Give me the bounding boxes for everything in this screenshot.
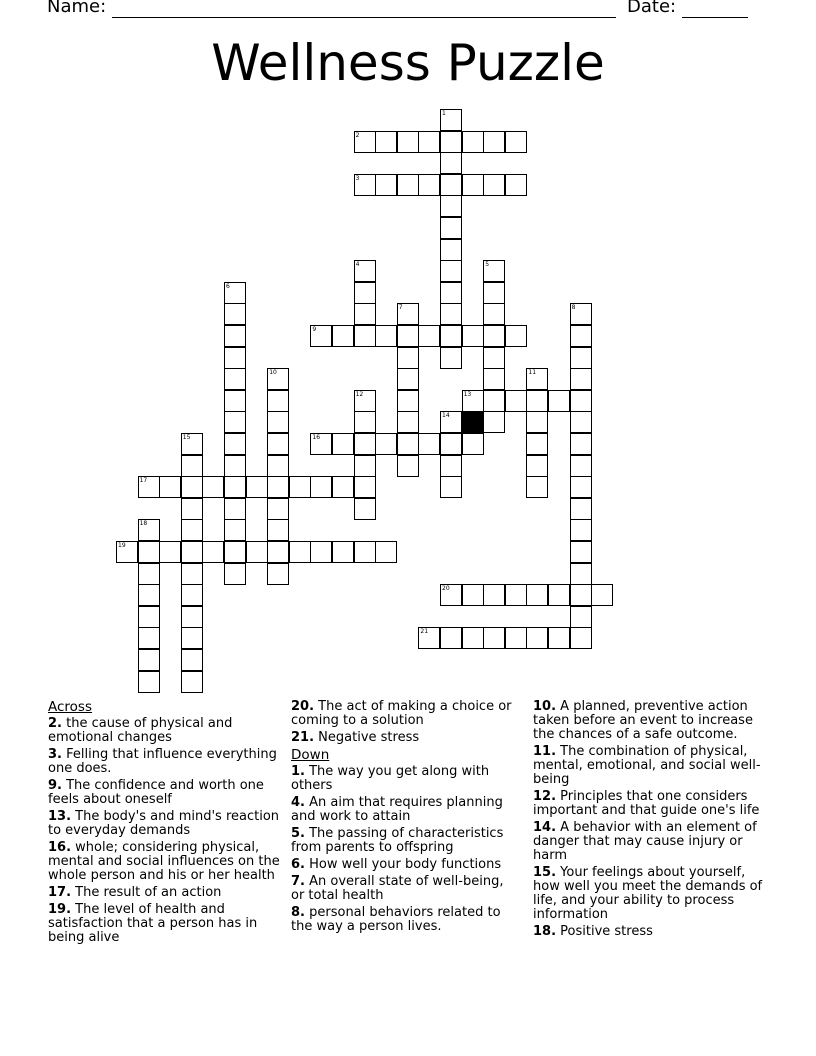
grid-cell[interactable] — [526, 627, 548, 649]
grid-cell[interactable] — [526, 390, 548, 412]
across-clue-list-continued — [291, 700, 517, 745]
grid-cell[interactable] — [440, 303, 462, 325]
down-clue — [533, 925, 763, 939]
clue-text: The level of health and satisfaction that a person has in being alive — [48, 902, 258, 945]
grid-cell[interactable] — [224, 519, 246, 541]
clue-number-label: 11. — [533, 744, 557, 759]
grid-cell[interactable] — [397, 131, 419, 153]
grid-cell[interactable] — [526, 584, 548, 606]
grid-cell[interactable] — [548, 390, 570, 412]
clue-text: A planned, preventive action taken before an event to increase the chances of a safe outcome. — [533, 699, 753, 742]
grid-cell[interactable] — [440, 627, 462, 649]
grid-cell[interactable] — [181, 671, 203, 693]
across-clue — [48, 841, 280, 883]
grid-cell[interactable] — [397, 390, 419, 412]
grid-cell[interactable] — [375, 174, 397, 196]
grid-cell[interactable] — [138, 476, 160, 498]
grid-cell[interactable] — [526, 368, 548, 390]
grid-cell[interactable] — [548, 584, 570, 606]
grid-cell[interactable] — [440, 109, 462, 131]
grid-cell[interactable] — [570, 563, 592, 585]
grid-cell[interactable] — [181, 498, 203, 520]
grid-cell[interactable] — [354, 476, 376, 498]
grid-cell[interactable] — [397, 368, 419, 390]
grid-cell[interactable] — [397, 347, 419, 369]
grid-cell[interactable] — [138, 519, 160, 541]
grid-cell[interactable] — [483, 411, 505, 433]
clue-text: The result of an action — [71, 885, 222, 900]
grid-cell[interactable] — [332, 476, 354, 498]
grid-cell[interactable] — [181, 649, 203, 671]
grid-cell[interactable] — [116, 541, 138, 563]
grid-cell[interactable] — [224, 433, 246, 455]
grid-cell[interactable] — [354, 411, 376, 433]
clue-text: Your feelings about yourself, how well you meet the demands of life, and your ability to process information — [533, 865, 763, 922]
grid-cell[interactable] — [570, 455, 592, 477]
grid-cell[interactable] — [138, 627, 160, 649]
grid-cell[interactable] — [267, 498, 289, 520]
clue-number-label: 10. — [533, 699, 557, 714]
clue-text: How well your body functions — [304, 857, 502, 872]
grid-cell[interactable] — [289, 541, 311, 563]
grid-cell[interactable] — [483, 347, 505, 369]
date-label: Date: — [627, 0, 677, 17]
grid-cell[interactable] — [483, 368, 505, 390]
down-clue — [533, 821, 763, 863]
grid-cell[interactable] — [418, 174, 440, 196]
clue-number: 2 — [355, 131, 360, 139]
grid-cell[interactable] — [181, 455, 203, 477]
grid-cell[interactable] — [440, 282, 462, 304]
grid-cell[interactable] — [289, 476, 311, 498]
grid-cell[interactable] — [224, 390, 246, 412]
grid-cell[interactable] — [138, 671, 160, 693]
grid-cell[interactable] — [224, 498, 246, 520]
grid-cell[interactable] — [526, 411, 548, 433]
grid-cell[interactable] — [591, 584, 613, 606]
grid-cell[interactable] — [310, 433, 332, 455]
clue-number: 8 — [571, 304, 576, 312]
grid-cell[interactable] — [570, 433, 592, 455]
grid-cell[interactable] — [375, 325, 397, 347]
clue-number: 11 — [528, 369, 537, 377]
grid-cell[interactable] — [310, 325, 332, 347]
clue-text: The act of making a choice or coming to a solution — [291, 699, 512, 728]
grid-cell[interactable] — [570, 411, 592, 433]
clue-text: Negative stress — [314, 730, 420, 745]
grid-cell[interactable] — [267, 541, 289, 563]
grid-cell[interactable] — [526, 433, 548, 455]
grid-cell[interactable] — [332, 541, 354, 563]
grid-cell[interactable] — [440, 239, 462, 261]
clue-number-label: 8. — [291, 905, 305, 920]
grid-cell[interactable] — [224, 411, 246, 433]
grid-cell[interactable] — [483, 584, 505, 606]
clue-number-label: 13. — [48, 809, 72, 824]
clue-column-3 — [533, 700, 763, 942]
grid-cell[interactable] — [138, 584, 160, 606]
clue-text: personal behaviors related to the way a person lives. — [291, 905, 501, 934]
grid-cell[interactable] — [181, 519, 203, 541]
grid-cell[interactable] — [354, 541, 376, 563]
grid-cell[interactable] — [375, 131, 397, 153]
grid-cell[interactable] — [267, 563, 289, 585]
clue-number: 13 — [463, 390, 472, 398]
clue-number-label: 7. — [291, 874, 305, 889]
grid-cell[interactable] — [267, 455, 289, 477]
grid-cell[interactable] — [440, 152, 462, 174]
grid-cell[interactable] — [224, 303, 246, 325]
clue-text: the cause of physical and emotional changes — [48, 716, 233, 745]
grid-cell[interactable] — [224, 347, 246, 369]
down-clue — [291, 765, 517, 793]
clue-number-label: 21. — [291, 730, 315, 745]
grid-cell[interactable] — [267, 433, 289, 455]
grid-cell[interactable] — [138, 541, 160, 563]
grid-cell[interactable] — [354, 303, 376, 325]
grid-cell[interactable] — [505, 627, 527, 649]
clue-number: 16 — [312, 434, 321, 441]
grid-cell[interactable] — [310, 541, 332, 563]
grid-cell[interactable] — [570, 325, 592, 347]
grid-cell[interactable] — [354, 433, 376, 455]
grid-cell[interactable] — [332, 325, 354, 347]
grid-cell[interactable] — [440, 584, 462, 606]
down-clue — [533, 790, 763, 818]
grid-cell[interactable] — [354, 390, 376, 412]
across-clue-list — [48, 717, 280, 945]
across-clue — [48, 903, 280, 945]
grid-cell[interactable] — [418, 325, 440, 347]
clue-number-label: 12. — [533, 789, 557, 804]
grid-cell[interactable] — [462, 433, 484, 455]
grid-cell[interactable] — [181, 433, 203, 455]
down-clue-list-continued — [533, 700, 763, 939]
grid-cell[interactable] — [181, 563, 203, 585]
grid-cell[interactable] — [224, 368, 246, 390]
down-clue — [291, 875, 517, 903]
down-clue — [533, 866, 763, 922]
clue-number: 20 — [442, 585, 450, 593]
grid-cell[interactable] — [570, 476, 592, 498]
grid-cell[interactable] — [138, 606, 160, 628]
clue-number-label: 6. — [291, 857, 305, 872]
grid-cell[interactable] — [440, 433, 462, 455]
grid-cell[interactable] — [375, 541, 397, 563]
grid-cell[interactable] — [310, 476, 332, 498]
grid-cell[interactable] — [397, 433, 419, 455]
grid-cell[interactable] — [462, 325, 484, 347]
grid-cell[interactable] — [354, 455, 376, 477]
clue-column-2 — [291, 700, 517, 937]
grid-cell[interactable] — [505, 325, 527, 347]
grid-cell[interactable] — [181, 584, 203, 606]
grid-cell[interactable] — [181, 627, 203, 649]
grid-cell[interactable] — [224, 455, 246, 477]
grid-cell[interactable] — [354, 282, 376, 304]
clue-text: whole; considering physical, mental and social influences on the whole person and his or her health — [48, 840, 280, 883]
grid-cell[interactable] — [375, 433, 397, 455]
down-clue — [291, 827, 517, 855]
grid-cell[interactable] — [397, 325, 419, 347]
clue-number: 9 — [312, 326, 317, 333]
clue-number: 4 — [355, 261, 360, 269]
clue-number: 7 — [398, 304, 403, 312]
grid-cell[interactable] — [418, 627, 440, 649]
grid-cell[interactable] — [332, 433, 354, 455]
clue-number-label: 20. — [291, 699, 315, 714]
grid-cell[interactable] — [570, 627, 592, 649]
clue-text: The combination of physical, mental, emotional, and social well-being — [533, 744, 761, 787]
grid-cell[interactable] — [483, 325, 505, 347]
grid-cell[interactable] — [138, 649, 160, 671]
grid-cell[interactable] — [505, 174, 527, 196]
grid-cell[interactable] — [397, 455, 419, 477]
clue-number: 1 — [442, 110, 446, 117]
grid-cell[interactable] — [462, 627, 484, 649]
across-clue — [291, 700, 517, 728]
grid-cell[interactable] — [570, 347, 592, 369]
clue-text: The passing of characteristics from parents to offspring — [291, 826, 504, 855]
grid-cell[interactable] — [570, 303, 592, 325]
grid-cell[interactable] — [267, 476, 289, 498]
clue-number-label: 17. — [48, 885, 72, 900]
grid-cell[interactable] — [440, 325, 462, 347]
clue-number: 12 — [355, 390, 364, 398]
clue-number: 15 — [182, 434, 191, 441]
grid-cell[interactable] — [418, 433, 440, 455]
down-heading: Down — [291, 747, 330, 763]
grid-cell[interactable] — [267, 390, 289, 412]
grid-cell[interactable] — [570, 519, 592, 541]
grid-cell[interactable] — [548, 627, 570, 649]
grid-cell[interactable] — [440, 195, 462, 217]
grid-cell[interactable] — [462, 584, 484, 606]
grid-cell[interactable] — [570, 584, 592, 606]
grid-cell[interactable] — [246, 541, 268, 563]
grid-cell[interactable] — [505, 390, 527, 412]
grid-cell[interactable] — [397, 303, 419, 325]
grid-cell[interactable] — [224, 563, 246, 585]
grid-cell[interactable] — [570, 390, 592, 412]
clue-number: 19 — [118, 542, 126, 549]
grid-cell[interactable] — [246, 476, 268, 498]
grid-cell[interactable] — [397, 174, 419, 196]
across-clue — [291, 731, 517, 745]
clue-number: 5 — [485, 261, 490, 269]
clue-number: 10 — [269, 369, 277, 377]
clue-text: Positive stress — [556, 924, 653, 939]
grid-cell[interactable] — [483, 282, 505, 304]
clue-column-1 — [48, 700, 280, 948]
clue-number: 14 — [442, 412, 450, 420]
grid-cell[interactable] — [462, 131, 484, 153]
clue-number-label: 4. — [291, 795, 305, 810]
clue-text: An overall state of well-being, or total health — [291, 874, 504, 903]
grid-cell[interactable] — [354, 325, 376, 347]
grid-cell[interactable] — [462, 390, 484, 412]
grid-cell[interactable] — [462, 174, 484, 196]
grid-cell[interactable] — [483, 260, 505, 282]
clue-number: 21 — [420, 628, 429, 636]
grid-cell[interactable] — [440, 174, 462, 196]
clue-text: Principles that one considers important and that guide one's life — [533, 789, 760, 818]
clue-text: Felling that influence everything one does. — [48, 747, 277, 776]
grid-cell[interactable] — [354, 174, 376, 196]
grid-cell[interactable] — [224, 325, 246, 347]
grid-cell[interactable] — [570, 606, 592, 628]
grid-cell[interactable] — [418, 131, 440, 153]
down-clue — [291, 858, 517, 872]
grid-cell[interactable] — [354, 498, 376, 520]
across-clue — [48, 779, 280, 807]
grid-cell[interactable] — [202, 541, 224, 563]
clue-number-label: 14. — [533, 820, 557, 835]
across-clue — [48, 810, 280, 838]
grid-cell[interactable] — [570, 498, 592, 520]
grid-cell[interactable] — [354, 260, 376, 282]
clue-text: The body's and mind's reaction to everyday demands — [48, 809, 280, 838]
grid-cell[interactable] — [526, 476, 548, 498]
down-clue — [291, 796, 517, 824]
clue-number: 17 — [139, 477, 148, 485]
clue-number-label: 16. — [48, 840, 72, 855]
grid-cell[interactable] — [267, 368, 289, 390]
across-clue — [48, 748, 280, 776]
grid-cell[interactable] — [138, 563, 160, 585]
clue-number: 3 — [355, 174, 360, 182]
grid-cell[interactable] — [440, 455, 462, 477]
clue-number-label: 19. — [48, 902, 72, 917]
grid-cell[interactable] — [440, 411, 462, 433]
clue-number: 18 — [139, 520, 148, 528]
clue-text: The confidence and worth one feels about oneself — [48, 778, 264, 807]
down-clue — [533, 745, 763, 787]
grid-cell[interactable] — [505, 131, 527, 153]
grid-cell[interactable] — [181, 541, 203, 563]
grid-cell[interactable] — [570, 368, 592, 390]
grid-cell[interactable] — [224, 476, 246, 498]
down-clue — [291, 906, 517, 934]
clue-number-label: 2. — [48, 716, 62, 731]
clue-text: The way you get along with others — [291, 764, 490, 793]
clue-number-label: 5. — [291, 826, 305, 841]
grid-cell[interactable] — [202, 476, 224, 498]
grid-cell[interactable] — [159, 476, 181, 498]
across-heading: Across — [48, 699, 93, 715]
grid-cell[interactable] — [440, 260, 462, 282]
down-clue — [533, 700, 763, 742]
clue-number-label: 15. — [533, 865, 557, 880]
grid-cell[interactable] — [483, 627, 505, 649]
clue-text: A behavior with an element of danger that may cause injury or harm — [533, 820, 757, 863]
puzzle-title: Wellness Puzzle — [211, 34, 605, 92]
grid-cell[interactable] — [505, 584, 527, 606]
grid-cell[interactable] — [483, 174, 505, 196]
across-clue — [48, 886, 280, 900]
grid-cell[interactable] — [440, 217, 462, 239]
grid-cell[interactable] — [526, 455, 548, 477]
clue-number: 6 — [226, 282, 230, 290]
grid-cell[interactable] — [483, 131, 505, 153]
clue-number-label: 3. — [48, 747, 62, 762]
down-clue-list — [291, 765, 517, 934]
grid-cell[interactable] — [224, 282, 246, 304]
clue-number-label: 9. — [48, 778, 62, 793]
grid-cell[interactable] — [570, 541, 592, 563]
clue-number-label: 18. — [533, 924, 557, 939]
grid-cell[interactable] — [483, 390, 505, 412]
grid-cell[interactable] — [354, 131, 376, 153]
grid-cell[interactable] — [159, 541, 181, 563]
grid-cell[interactable] — [224, 541, 246, 563]
grid-cell[interactable] — [440, 476, 462, 498]
grid-cell[interactable] — [440, 131, 462, 153]
grid-cell[interactable] — [397, 411, 419, 433]
grid-cell[interactable] — [181, 476, 203, 498]
across-clue — [48, 717, 280, 745]
grid-cell[interactable] — [267, 519, 289, 541]
grid-cell[interactable] — [181, 606, 203, 628]
grid-cell[interactable] — [267, 411, 289, 433]
grid-cell[interactable] — [440, 347, 462, 369]
name-label: Name: — [47, 0, 107, 17]
clue-number-label: 1. — [291, 764, 305, 779]
grid-cell[interactable] — [483, 303, 505, 325]
clue-text: An aim that requires planning and work to attain — [291, 795, 503, 824]
grid-black-cell — [462, 411, 484, 433]
